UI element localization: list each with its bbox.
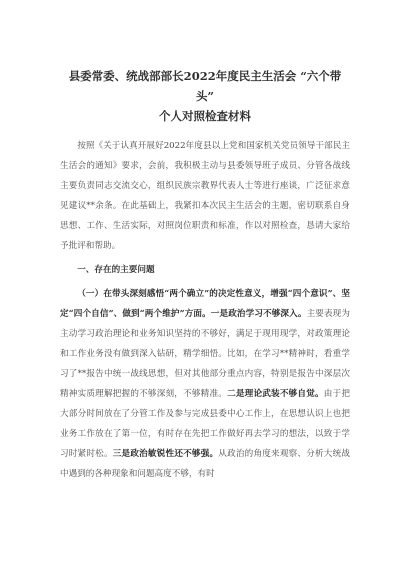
section-heading-problems: 一、存在的主要问题 <box>77 265 155 275</box>
document-title <box>60 66 350 126</box>
point-3-label: 三是政治敏锐性还不够强。 <box>112 449 219 459</box>
point-2-text: 由于把大部分时间放在了分管工作及参与完成县委中心工作上，在思想认识上也把业务工作放在了第一位，有时存在先把工作做好再去学习的想法，以致于学习时紧时松。 <box>60 389 350 459</box>
document-page <box>60 66 350 484</box>
point-1-text: 主要表现为主动学习政治理论和业务知识坚持的不够好，满足于现用现学，对政策理论和工作业务没有做到深入钻研，精学细悟。比如，在学习**精神时，看重学习了**报告中统一战线思想，但对其他部分重点内容，特别是报告中深层次精神实质理解把握的不够深刻，不够精准。 <box>60 309 350 399</box>
title-line-2: 个人对照检查材料 <box>159 109 251 123</box>
intro-paragraph: 按照《关于认真开展好2022年度县以上党和国家机关党员领导干部民主生活会的通知》要求，会前，我积极主动与县委领导班子成员、分管各战线主要负责同志交流交心，组织民族宗教界代表人士等进行座谈，广泛征求意见建议**余条。在此基础上，我紧扣本次民主生活会的主题，密切联系自身思想、工作、生活实际，对照岗位职责和标准，作以对照检查，恳请大家给予批评和帮助。 <box>60 141 350 251</box>
point-2-label: 二是理论武装不够自觉。 <box>227 389 324 399</box>
subsection-paragraph-1 <box>60 284 350 484</box>
point-1-label: 一是政治学习不够深入。 <box>210 309 307 319</box>
title-line-1: 县委常委、统战部部长2022年度民主生活会 “六个带头” <box>68 69 342 103</box>
subsection-heading-1: （一）在带头深刻感悟“两个确立”的决定性意义，增强“四个意识”、坚定“四个自信”、做到“两个维护”方面。 <box>60 289 350 319</box>
point-3-text: 从政治的角度来观察、分析大统战中遇到的各种现象和问题高度不够，有时 <box>60 449 350 479</box>
